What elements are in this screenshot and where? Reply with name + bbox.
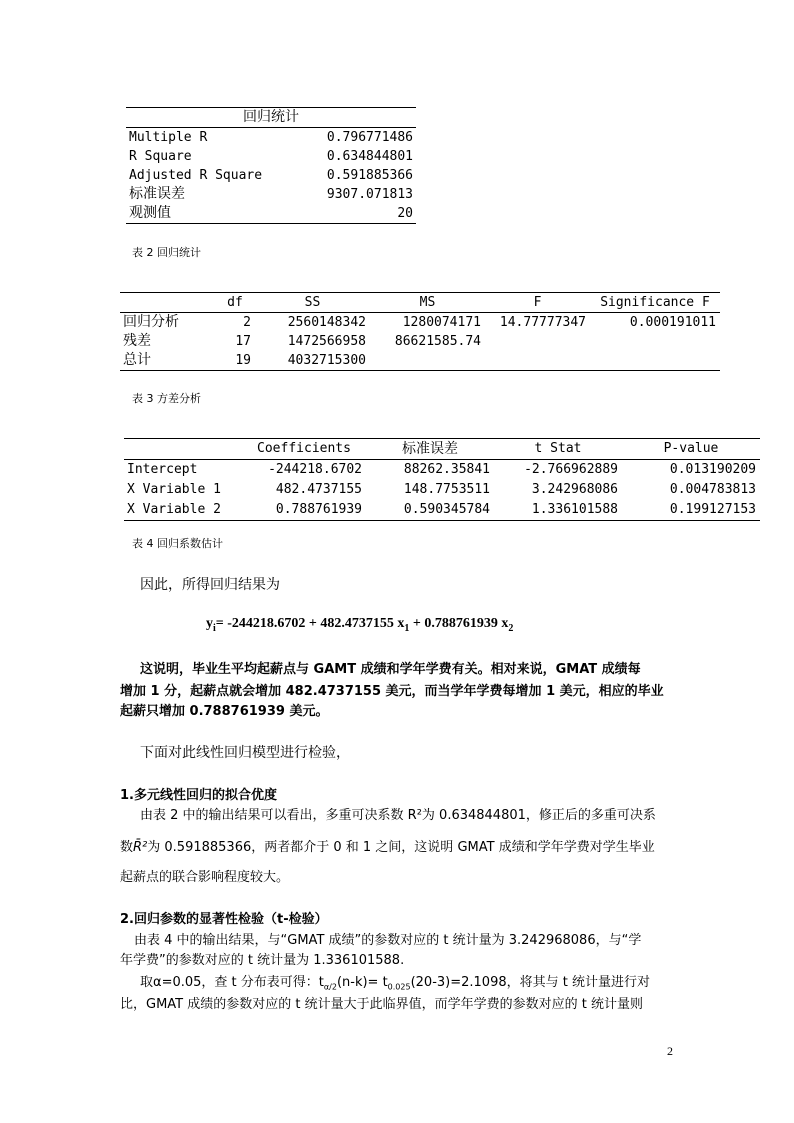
table1-value: 0.591885366 xyxy=(326,168,413,183)
table1-label: R Square xyxy=(129,149,192,164)
table3-cell: X Variable 2 xyxy=(124,500,242,521)
table2-cell: 0.000191011 xyxy=(629,315,716,330)
equation-part1: = -244218.6702 + 482.4737155 x xyxy=(215,616,405,631)
table3-cell: 88262.35841 xyxy=(403,462,490,477)
table1-caption: 表 2 回归统计 xyxy=(132,246,201,259)
conclusion-line-1: 这说明，毕业生平均起薪点与 GAMT 成绩和学年学费有关。相对来说，GMAT 成绩每 xyxy=(140,662,641,677)
section2-line-3-a: 取α=0.05，查 t 分布表可得：t xyxy=(140,975,324,990)
table1-label: Adjusted R Square xyxy=(129,168,263,183)
table3-header: Coefficients xyxy=(242,439,366,460)
table3-cell: 3.242968086 xyxy=(531,482,618,497)
equation-part2: + 0.788761939 x xyxy=(409,616,509,631)
table1-value: 9307.071813 xyxy=(326,187,413,202)
table2-cell: 2560148342 xyxy=(287,315,366,330)
table2-cell: 19 xyxy=(215,351,255,371)
table1-label: 观测值 xyxy=(126,204,301,224)
section2-line-1: 由表 4 中的输出结果，与“GMAT 成绩”的参数对应的 t 统计量为 3.242968086，与“学 xyxy=(134,933,642,948)
table3-cell: -244218.6702 xyxy=(268,462,362,477)
table3-cell: 0.590345784 xyxy=(366,500,494,521)
table2-caption: 表 3 方差分析 xyxy=(132,392,201,405)
table3-cell: 0.004783813 xyxy=(669,482,756,497)
table2-cell: 1280074171 xyxy=(402,315,481,330)
table2-cell xyxy=(370,351,485,371)
table-row xyxy=(124,460,760,481)
table3-cell: Intercept xyxy=(127,462,198,477)
table3-cell: 482.4737155 xyxy=(275,482,362,497)
table-row xyxy=(126,147,416,166)
conclusion-line-2: 增加 1 分，起薪点就会增加 482.4737155 美元，而当学年学费每增加 1 美元，相应的毕业 xyxy=(120,684,664,699)
table2-cell xyxy=(485,351,590,371)
section2-line-3 xyxy=(140,971,650,992)
table2-header: MS xyxy=(370,293,485,313)
table3-header: t Stat xyxy=(494,439,622,460)
table-row xyxy=(120,332,720,351)
adjusted-r-square-symbol: R̄² xyxy=(133,840,148,855)
table-header-row xyxy=(120,293,720,313)
equation-lhs: y xyxy=(206,616,213,631)
table2-cell: 4032715300 xyxy=(255,351,370,371)
table2-cell xyxy=(590,332,720,351)
test-intro: 下面对此线性回归模型进行检验， xyxy=(140,745,350,761)
section2-line-2: 年学费”的参数对应的 t 统计量为 1.336101588. xyxy=(120,953,405,968)
table1-label: Multiple R xyxy=(129,130,208,145)
section1-line-2 xyxy=(120,836,655,855)
table1-value: 0.796771486 xyxy=(326,130,413,145)
table1-title: 回归统计 xyxy=(126,108,416,128)
table-row xyxy=(124,500,760,521)
page-number: 2 xyxy=(667,1044,673,1058)
regression-equation xyxy=(206,616,513,634)
table2-cell xyxy=(485,332,590,351)
conclusion-line-3: 起薪只增加 0.788761939 美元。 xyxy=(120,704,329,719)
table-row xyxy=(126,166,416,185)
section1-line-3: 起薪点的联合影响程度较大。 xyxy=(120,870,290,885)
table2-cell: 总计 xyxy=(120,351,215,371)
section2-line-4: 比，GMAT 成绩的参数对应的 t 统计量大于此临界值，而学年学费的参数对应的 t 统计量则 xyxy=(120,997,643,1012)
table1-value: 0.634844801 xyxy=(326,149,413,164)
table2-cell xyxy=(590,351,720,371)
equation-lhs-sub: i xyxy=(213,622,216,634)
anova-table xyxy=(120,292,720,371)
table-row xyxy=(120,351,720,371)
equation-x1-sub: 1 xyxy=(404,622,410,634)
table2-header: Significance F xyxy=(590,293,720,313)
table3-cell: 1.336101588 xyxy=(494,500,622,521)
table3-cell: 0.199127153 xyxy=(622,500,760,521)
table3-cell: 148.7753511 xyxy=(403,482,490,497)
section1-line-2-pre: 数 xyxy=(120,840,134,855)
table3-cell: 0.013190209 xyxy=(669,462,756,477)
table2-cell: 86621585.74 xyxy=(394,334,481,349)
table3-cell: -2.766962889 xyxy=(524,462,618,477)
regression-stats-table xyxy=(126,107,416,224)
table2-cell: 残差 xyxy=(123,333,151,349)
table-row xyxy=(124,480,760,500)
section2-line-3-sub1: α/2 xyxy=(323,982,337,992)
section1-line-2-post: 为 0.591885366，两者都介于 0 和 1 之间，这说明 GMAT 成绩和学年学费对学生毕业 xyxy=(147,840,655,855)
equation-x2-sub: 2 xyxy=(508,622,514,634)
table2-cell: 回归分析 xyxy=(123,314,179,330)
section2-title: 2.回归参数的显著性检验（t-检验） xyxy=(120,912,328,927)
table1-value: 20 xyxy=(301,204,416,224)
table3-header: P-value xyxy=(622,439,760,460)
section2-line-3-c: (20-3)=2.1098，将其与 t 统计量进行对 xyxy=(410,975,650,990)
table-row xyxy=(126,204,416,224)
table-row xyxy=(126,185,416,204)
table3-caption: 表 4 回归系数估计 xyxy=(132,537,223,550)
section2-line-3-b: (n-k)= t xyxy=(336,975,388,990)
coefficients-table xyxy=(124,438,760,521)
table2-header: F xyxy=(485,293,590,313)
table2-cell: 2 xyxy=(243,315,251,330)
table2-cell: 1472566958 xyxy=(287,334,366,349)
table-header-row xyxy=(124,439,760,460)
table1-label: 标准误差 xyxy=(129,186,185,202)
section1-line-1: 由表 2 中的输出结果可以看出，多重可决系数 R²为 0.634844801，修正后的多重可决系 xyxy=(140,808,656,823)
table2-cell: 17 xyxy=(235,334,251,349)
table-row xyxy=(126,128,416,148)
result-intro: 因此，所得回归结果为 xyxy=(140,577,280,593)
table2-header xyxy=(120,293,215,313)
table3-cell: 0.788761939 xyxy=(242,500,366,521)
table2-header: SS xyxy=(255,293,370,313)
table3-cell: X Variable 1 xyxy=(127,482,221,497)
table-row xyxy=(120,313,720,333)
table3-header: 标准误差 xyxy=(366,439,494,460)
table2-header: df xyxy=(215,293,255,313)
section2-line-3-sub2: 0.025 xyxy=(387,982,411,992)
table3-header xyxy=(124,439,242,460)
section1-title: 1.多元线性回归的拟合优度 xyxy=(120,788,277,803)
table2-cell: 14.77777347 xyxy=(499,315,586,330)
